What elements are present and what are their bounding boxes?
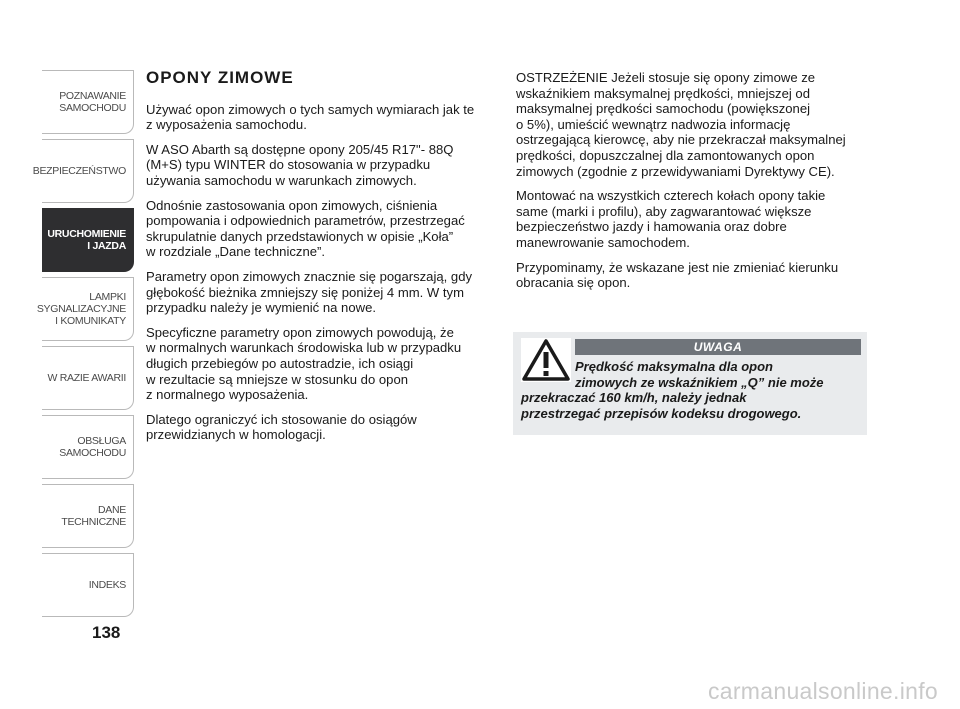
tab-dane-techniczne[interactable] xyxy=(42,484,134,548)
watermark: carmanualsonline.info xyxy=(707,678,938,704)
tab-bezpieczenstwo[interactable] xyxy=(32,139,134,203)
tab-uruchomienie-i-jazda[interactable] xyxy=(42,208,134,272)
tab-label: BEZPIECZEŃSTWO xyxy=(32,165,126,177)
chapter-tabs xyxy=(32,70,134,622)
paragraph: W ASO Abarth są dostępne opony 205/45 R17"- 88Q (M+S) typu WINTER do stosowania w przypadku używania samochodu w warunkach zimowych. xyxy=(146,141,454,188)
left-column xyxy=(146,70,496,452)
paragraph: Używać opon zimowych o tych samych wymiarach jak te z wyposażenia samochodu. xyxy=(146,101,475,133)
paragraph: Przypominamy, że wskazane jest nie zmieniać kierunku obracania się opon. xyxy=(516,259,839,291)
paragraph: Specyficzne parametry opon zimowych powodują, że w normalnych warunkach środowiska lub w przypadku długich przebiegów po autostradzie, ich osiągi w rezultacie są mniejsze w stosunku do opon z normalnego wyposażenia. xyxy=(146,324,462,403)
tab-w-razie-awarii[interactable] xyxy=(42,346,134,410)
paragraph: Dlatego ograniczyć ich stosowanie do osiągów przewidzianych w homologacji. xyxy=(146,411,417,443)
tab-label: W RAZIE AWARII xyxy=(47,372,126,384)
warning-line: przekraczać 160 km/h, należy jednak xyxy=(521,390,747,405)
tab-label: INDEKS xyxy=(88,579,126,591)
warning-header: UWAGA xyxy=(575,339,861,355)
paragraph: Odnośnie zastosowania opon zimowych, ciśnienia pompowania i odpowiednich parametrów, przestrzegać skrupulatnie danych przedstawionych w opisie „Koła” w rozdziale „Dane techniczne”. xyxy=(146,197,465,260)
right-column xyxy=(516,70,876,300)
tab-label: URUCHOMIENIE I JAZDA xyxy=(47,228,126,252)
tab-lampki-sygnalizacyjne[interactable] xyxy=(36,277,134,341)
warning-line: Prędkość maksymalna dla opon xyxy=(575,359,773,374)
tab-label: POZNAWANIE SAMOCHODU xyxy=(59,90,126,114)
section-title: OPONY ZIMOWE xyxy=(146,68,294,87)
tab-label: LAMPKI SYGNALIZACYJNE I KOMUNIKATY xyxy=(36,291,126,327)
tab-obsluga-samochodu[interactable] xyxy=(42,415,134,479)
tab-label: OBSŁUGA SAMOCHODU xyxy=(59,435,126,459)
paragraph: Montować na wszystkich czterech kołach opony takie same (marki i profilu), aby zagwarantować większe bezpieczeństwo jazdy i hamowania oraz dobre manewrowanie samochodem. xyxy=(516,188,826,250)
paragraph: OSTRZEŻENIE Jeżeli stosuje się opony zimowe ze wskaźnikiem maksymalnej prędkości, mniejszej od maksymalnej prędkości samochodu (powiększonej o 5%), umieścić wewnątrz nadwozia informację ostrzegającą kierowcę, aby nie przekraczał maksymalnej prędkości, dopuszczalnej dla zamontowanych opon zimowych (zgodnie z przewidywaniami Dyrektywy CE). xyxy=(516,70,846,179)
paragraph: Parametry opon zimowych znacznie się pogarszają, gdy głębokość bieżnika zmniejszy się poniżej 4 mm. W tym przypadku należy je wymienić na nowe. xyxy=(146,268,473,316)
warning-text xyxy=(521,359,861,421)
warning-box xyxy=(513,332,867,435)
warning-line: zimowych ze wskaźnikiem „Q” nie może xyxy=(575,374,824,390)
tab-label: DANE TECHNICZNE xyxy=(61,504,126,528)
page-number: 138 xyxy=(92,623,121,642)
tab-indeks[interactable] xyxy=(42,553,134,617)
tab-poznawanie-samochodu[interactable] xyxy=(42,70,134,134)
warning-line: przestrzegać przepisów kodeksu drogowego. xyxy=(521,405,802,421)
